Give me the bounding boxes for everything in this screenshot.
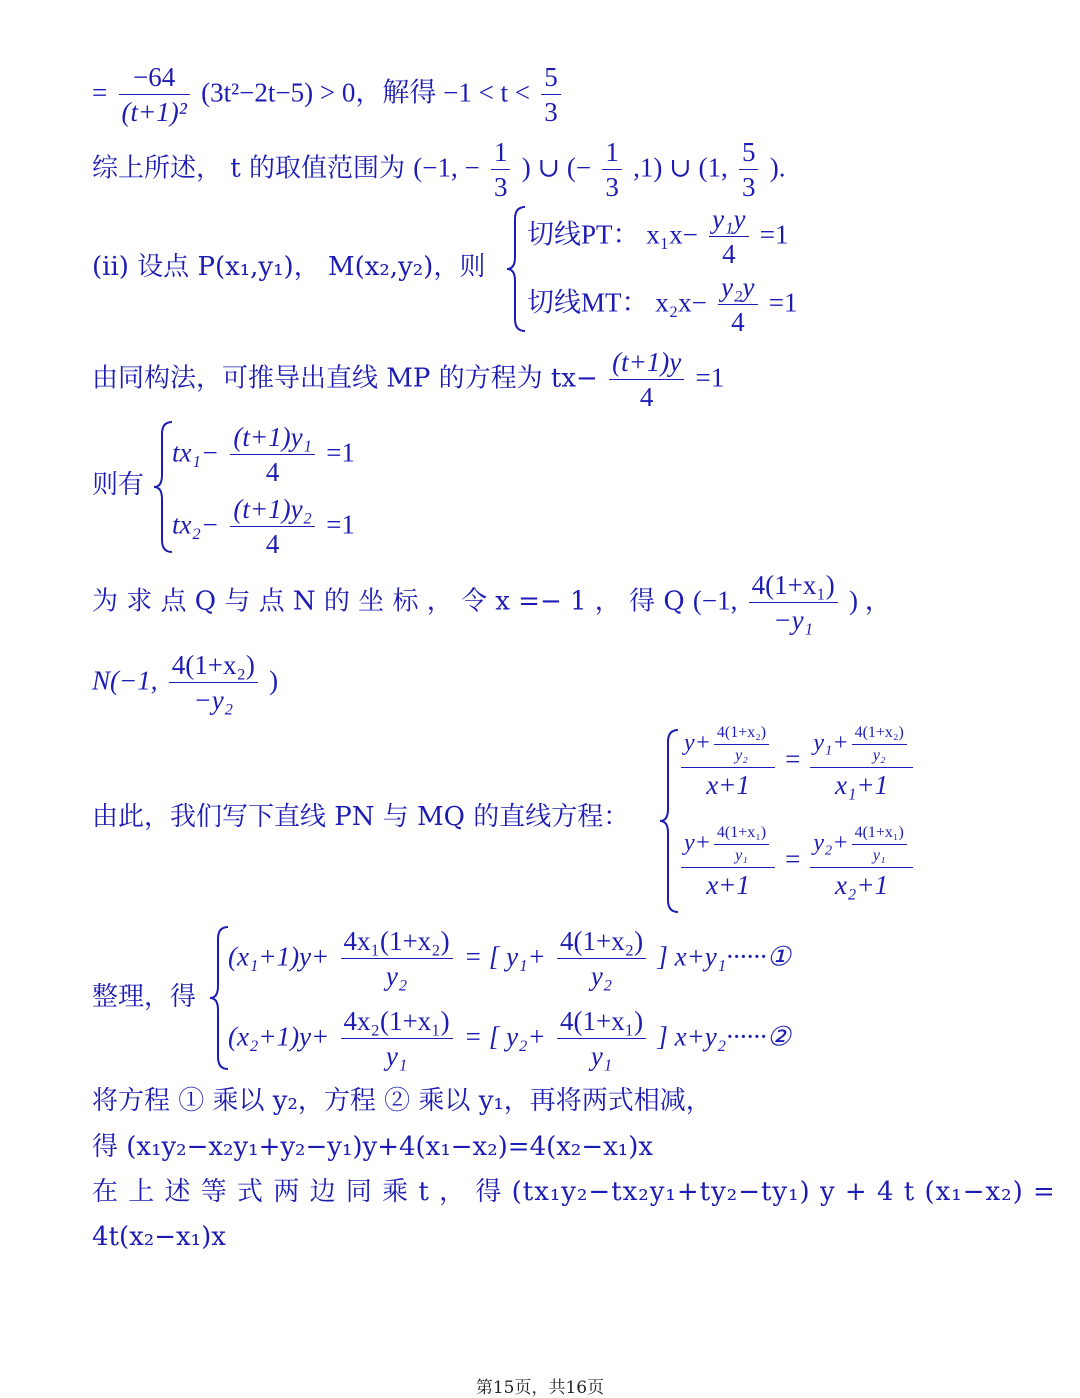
fraction: y₂+ $\frac{\text{4(1+x₁)}}{\text{y₁}}$ x₂+1 bbox=[810, 822, 912, 902]
line-12: 在 上 述 等 式 两 边 同 乘 t ， 得 (tx₁y₂−tx₂y₁+ty₂−ty₁) y + 4 t (x₁−x₂) = bbox=[92, 1177, 1056, 1207]
line-5: 则有 bbox=[92, 470, 145, 500]
fraction: $\frac{\text{y₁y}}{4}$ bbox=[709, 202, 748, 271]
fraction: $\frac{\text{4(1+x₂)}}{\text{−y₂}}$ bbox=[169, 648, 258, 717]
left-brace bbox=[505, 205, 527, 333]
system-row: 切线MT： x₂x− $\frac{\text{y₂y}}{4}$ =1 bbox=[527, 272, 798, 337]
fraction: $\frac{1}{3}$ bbox=[602, 135, 622, 204]
line-1: = $\frac{-64}{\text{(t+1)²}}$ (3t²−2t−5) > 0，解得 −1 < t < $\frac{5}{3}$ bbox=[92, 60, 564, 129]
line-8: 由此，我们写下直线 PN 与 MQ 的直线方程： bbox=[92, 802, 630, 832]
fraction: y+ $\frac{\text{4(1+x₂)}}{\text{y₂}}$ x+1 bbox=[681, 722, 775, 802]
fraction: $\frac{5}{3}$ bbox=[541, 60, 561, 129]
page-footer: 第15页，共16页 bbox=[475, 1378, 605, 1398]
fraction: $\frac{-64}{\text{(t+1)²}}$ bbox=[119, 60, 190, 129]
line-13: 4t(x₂−x₁)x bbox=[92, 1222, 226, 1252]
line-9: 整理，得 bbox=[92, 982, 197, 1012]
line-11: 得 (x₁y₂−x₂y₁+y₂−y₁)y+4(x₁−x₂)=4(x₂−x₁)x bbox=[92, 1132, 654, 1162]
line-6: 为 求 点 Q 与 点 N 的 坐 标 ， 令 x =− 1 ， 得 Q (−1, $\frac{\text{4(1+x₁)}}{\text{−y₁}}$ ) ， bbox=[92, 570, 892, 635]
fraction: $\frac{\text{4x₁(1+x₂)}}{\text{y₂}}$ bbox=[341, 924, 453, 993]
fraction: $\frac{\text{4(1+x₁)}}{\text{−y₁}}$ bbox=[749, 568, 838, 637]
fraction: $\frac{5}{3}$ bbox=[739, 135, 759, 204]
system-row: 切线PT： x₁x− $\frac{\text{y₁y}}{4}$ =1 bbox=[527, 204, 789, 269]
system-row: (x₂+1)y+ $\frac{\text{4x₂(1+x₁)}}{\text{y₁}}$ = [ y₂+ $\frac{\text{4(1+x₁)}}{\text{y₁}}$ ] x+y₂······② bbox=[228, 1006, 791, 1071]
left-brace bbox=[152, 420, 174, 554]
fraction: $\frac{\text{4(1+x₁)}}{\text{y₁}}$ bbox=[557, 1004, 646, 1073]
fraction: $\frac{\text{y₂y}}{4}$ bbox=[718, 270, 757, 339]
fraction: $\frac{\text{4x₂(1+x₁)}}{\text{y₁}}$ bbox=[341, 1004, 453, 1073]
line-2: 综上所述， t 的取值范围为 (−1, − $\frac{1}{3}$ ) ∪ (− $\frac{1}{3}$ ,1) ∪ (1, $\frac{5}{3}$ ). bbox=[92, 137, 786, 202]
line-7: N(−1, $\frac{\text{4(1+x₂)}}{\text{−y₂}}$ ) bbox=[92, 650, 279, 715]
fraction: y₁+ $\frac{\text{4(1+x₂)}}{\text{y₂}}$ x₁+1 bbox=[810, 722, 912, 802]
fraction: y+ $\frac{\text{4(1+x₁)}}{\text{y₁}}$ x+1 bbox=[681, 822, 775, 902]
fraction: $\frac{1}{3}$ bbox=[491, 135, 511, 204]
system-row: y+ $\frac{\text{4(1+x₁)}}{\text{y₁}}$ x+1 = y₂+ $\frac{\text{4(1+x₁)}}{\text{y₁}}$ x₂+1 bbox=[678, 822, 916, 902]
fraction: $\frac{\text{4(1+x₂)}}{\text{y₂}}$ bbox=[557, 924, 646, 993]
system-row: y+ $\frac{\text{4(1+x₂)}}{\text{y₂}}$ x+1 = y₁+ $\frac{\text{4(1+x₂)}}{\text{y₂}}$ x₁+1 bbox=[678, 722, 916, 802]
system-row: tx₂− $\frac{\text{(t+1)y₂}}{4}$ =1 bbox=[172, 494, 355, 559]
fraction: $\frac{\text{(t+1)y₂}}{4}$ bbox=[230, 492, 315, 561]
fraction: $\frac{\text{(t+1)y₁}}{4}$ bbox=[230, 420, 315, 489]
system-row: tx₁− $\frac{\text{(t+1)y₁}}{4}$ =1 bbox=[172, 422, 355, 487]
fraction: $\frac{(t+1)y}{4}$ bbox=[609, 345, 684, 414]
line-4: 由同构法，可推导出直线 MP 的方程为 tx− $\frac{(t+1)y}{4}$ =1 bbox=[92, 347, 725, 412]
system-row: (x₁+1)y+ $\frac{\text{4x₁(1+x₂)}}{\text{y₂}}$ = [ y₁+ $\frac{\text{4(1+x₂)}}{\text{y₂}}$ ] x+y₁······① bbox=[228, 926, 791, 991]
line-10: 将方程 ① 乘以 y₂，方程 ② 乘以 y₁，再将两式相减， bbox=[92, 1086, 712, 1116]
left-brace bbox=[658, 728, 680, 914]
left-brace bbox=[208, 925, 230, 1071]
line-3: (ii) 设点 P(x₁,y₁)， M(x₂,y₂)，则 bbox=[92, 252, 486, 282]
